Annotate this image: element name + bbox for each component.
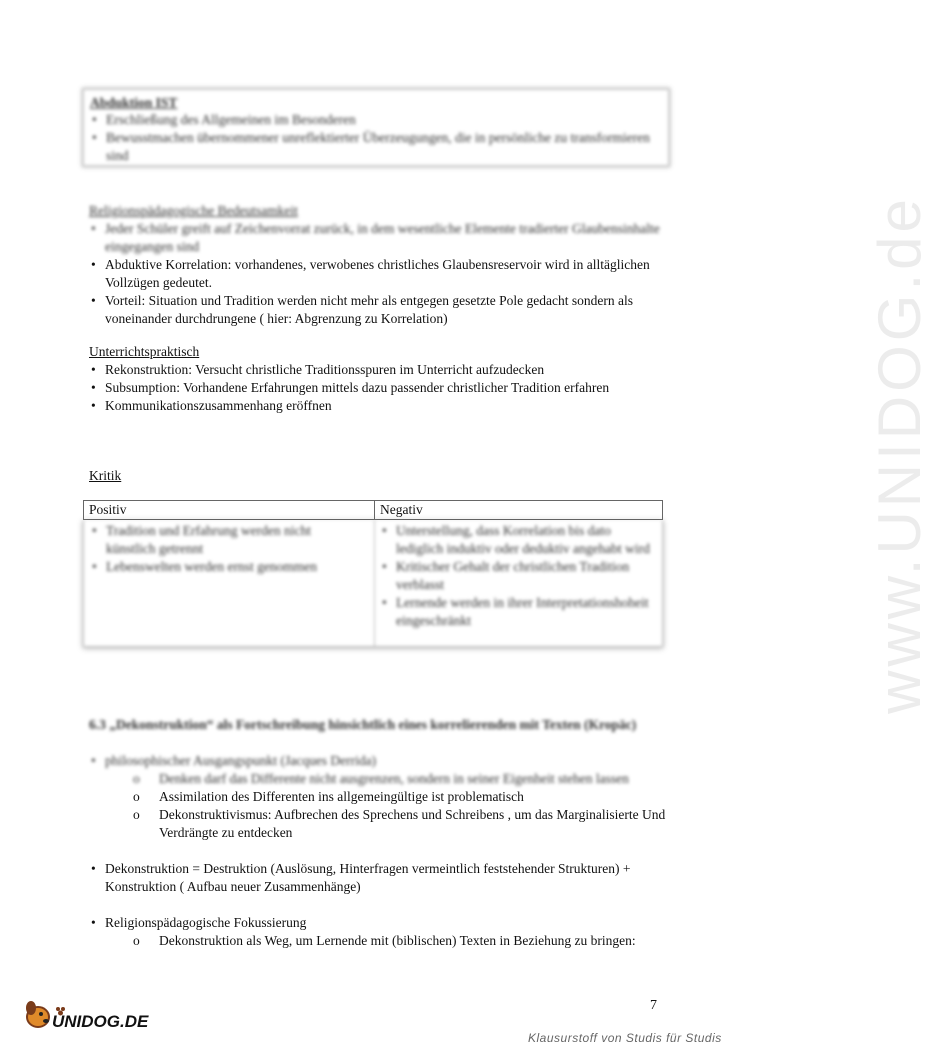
list-item: • Jeder Schüler greift auf Zeichenvorrat zurück, in dem wesentliche Elemente tradierter Glaubensinhalte eingegangen sind	[89, 220, 679, 256]
section-63-list	[89, 752, 669, 770]
list-item: • Bewusstmachen übernommener unreflektierter Überzeugungen, die in persönliche zu transformieren sind	[90, 129, 662, 165]
sub-item	[89, 770, 669, 788]
list-item: • Dekonstruktion = Destruktion (Auslösung, Hinterfragen vermeintlich feststehender Strukturen) + Konstruktion ( Aufbau neuer Zusammenhänge)	[89, 860, 669, 896]
watermark: www.UNIDOG.de	[865, 195, 933, 714]
circle-bullet-icon: o	[133, 771, 140, 786]
religion-list	[89, 220, 679, 328]
logo-text: UNIDOG.DE	[52, 1012, 149, 1031]
list-item: • philosophischer Ausgangspunkt (Jacques Derrida)	[89, 752, 669, 770]
abduktion-list	[90, 111, 662, 165]
list-item: • Kommunikationszusammenhang eröffnen	[89, 397, 679, 415]
abduktion-box	[82, 88, 670, 167]
sub-item-text: Dekonstruktivismus: Aufbrechen des Sprechens und Schreibens , um das Marginalisierte Und Verdrängte zu entdecken	[159, 807, 666, 840]
list-item: • Kritischer Gehalt der christlichen Tradition verblasst	[380, 558, 656, 594]
list-item: • Lernende werden in ihrer Interpretationshoheit eingeschränkt	[380, 594, 656, 630]
section-63-list-3	[89, 914, 669, 932]
sub-item	[89, 806, 669, 842]
unterricht-list	[89, 361, 679, 415]
religion-heading: Religionspädagogische Bedeutsamkeit	[89, 203, 298, 218]
kritik-table	[83, 500, 663, 520]
kritik-table-body	[83, 520, 663, 647]
unidog-logo	[22, 995, 152, 1040]
kritik-heading: Kritik	[89, 468, 122, 483]
footer-slogan: Klausurstoff von Studis für Studis	[528, 1031, 722, 1045]
list-item: • Erschließung des Allgemeinen im Besonderen	[90, 111, 662, 129]
religion-section	[89, 202, 679, 328]
circle-bullet-icon: o	[133, 807, 140, 822]
negativ-list	[380, 522, 656, 630]
section-63-list-2	[89, 860, 669, 896]
circle-bullet-icon: o	[133, 933, 140, 948]
circle-bullet-icon: o	[133, 789, 140, 804]
list-item: • Religionspädagogische Fokussierung	[89, 914, 669, 932]
dog-logo-icon	[22, 995, 152, 1035]
negativ-header: Negativ	[375, 501, 663, 520]
sub-item	[89, 788, 669, 806]
sub-item-text: Denken darf das Differente nicht ausgrenzen, sondern in seiner Eigenheit stehen lassen	[159, 771, 629, 786]
list-item: • Rekonstruktion: Versucht christliche Traditionsspuren im Unterricht aufzudecken	[89, 361, 679, 379]
positiv-header: Positiv	[84, 501, 375, 520]
sub-item	[89, 932, 669, 950]
abduktion-title: Abduktion IST	[90, 95, 178, 110]
sub-item-text: Assimilation des Differenten ins allgemeingültige ist problematisch	[159, 789, 524, 804]
unterricht-heading: Unterrichtspraktisch	[89, 344, 200, 359]
list-item: • Lebenswelten werden ernst genommen	[90, 558, 360, 576]
list-item: • Vorteil: Situation und Tradition werden nicht mehr als entgegen gesetzte Pole gedacht sondern als voneinander durchdrungene ( hier: Abgrenzung zu Korrelation)	[89, 292, 679, 328]
list-item: • Subsumption: Vorhandene Erfahrungen mittels dazu passender christlicher Tradition erfahren	[89, 379, 679, 397]
list-item: • Unterstellung, dass Korrelation bis dato lediglich induktiv oder deduktiv angehabt wird	[380, 522, 656, 558]
list-item: • Tradition und Erfahrung werden nicht künstlich getrennt	[90, 522, 360, 558]
section-63-body	[89, 752, 669, 950]
list-item: • Abduktive Korrelation: vorhandenes, verwobenes christliches Glaubensreservoir wird in alltäglichen Vollzügen gedeutet.	[89, 256, 679, 292]
sub-item-text: Dekonstruktion als Weg, um Lernende mit (biblischen) Texten in Beziehung zu bringen:	[159, 933, 636, 948]
page-number: 7	[650, 998, 657, 1013]
section-63-heading: 6.3 „Dekonstruktion“ als Fortschreibung hinsichtlich eines korrelierenden mit Texten (Kropäc)	[89, 717, 637, 732]
positiv-list	[90, 522, 360, 576]
unterricht-section	[89, 343, 679, 415]
